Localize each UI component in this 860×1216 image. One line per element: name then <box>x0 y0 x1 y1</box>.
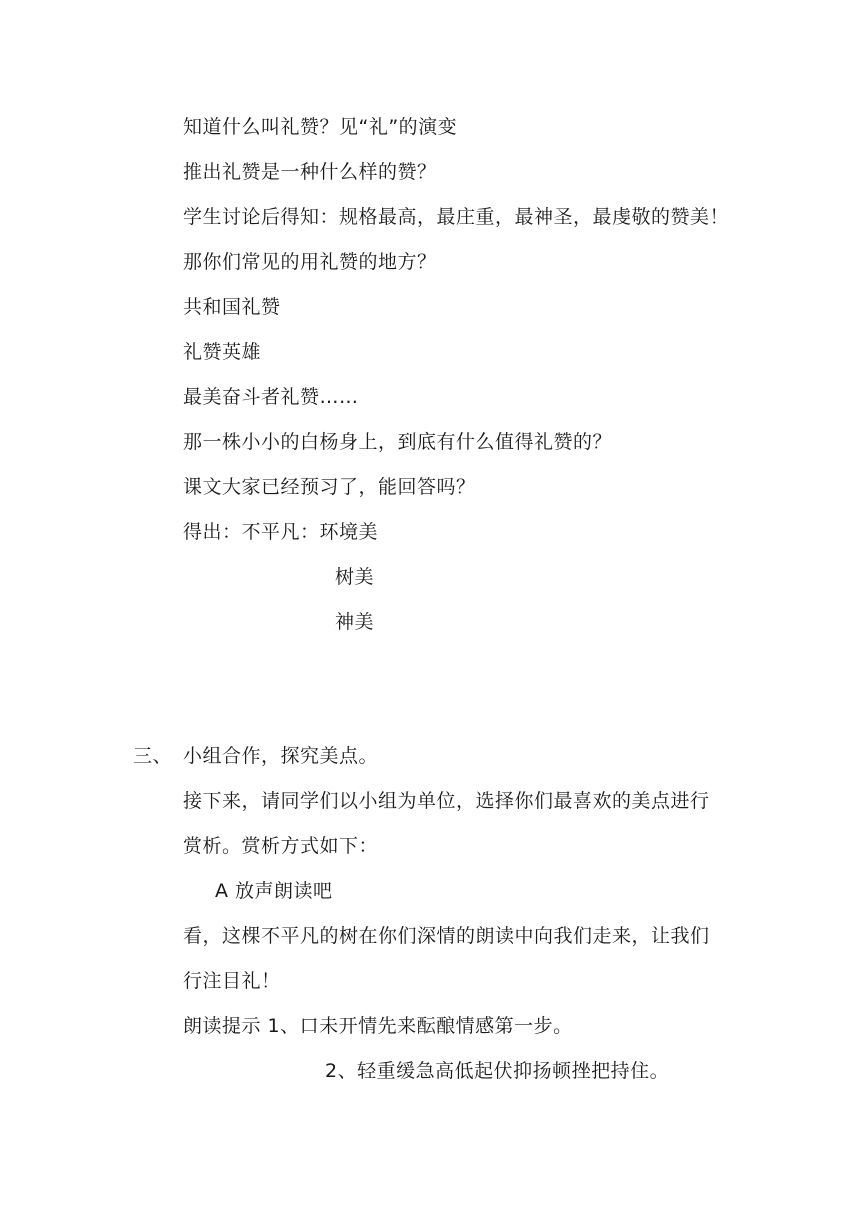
text-line: 赏析。赏析方式如下： <box>183 835 379 857</box>
text-line: 那你们常见的用礼赞的地方？ <box>183 251 437 273</box>
text-line: 学生讨论后得知：规格最高，最庄重，最神圣，最虔敬的赞美！ <box>183 206 730 228</box>
text-line: 推出礼赞是一种什么样的赞？ <box>183 161 437 183</box>
text-line: 共和国礼赞 <box>183 296 281 318</box>
text-line: 行注目礼！ <box>183 970 281 992</box>
text-line: 知道什么叫礼赞？见“礼”的演变 <box>183 116 458 138</box>
text-line: 得出：不平凡：环境美 <box>183 521 379 543</box>
text-line: 接下来，请同学们以小组为单位，选择你们最喜欢的美点进行 <box>183 790 710 812</box>
text-line: 最美奋斗者礼赞…… <box>183 386 359 408</box>
text-line: 看，这棵不平凡的树在你们深情的朗读中向我们走来，让我们 <box>183 925 710 947</box>
text-line-indented: 神美 <box>335 611 375 633</box>
list-item-label: A 放声朗读吧 <box>215 880 333 902</box>
text-line-indented: 2、轻重缓急高低起伏抑扬顿挫把持住。 <box>325 1060 670 1082</box>
text-line: 朗读提示 1、口未开情先来酝酿情感第一步。 <box>183 1015 573 1037</box>
text-line: 课文大家已经预习了，能回答吗？ <box>183 476 476 498</box>
section-heading: 小组合作，探究美点。 <box>183 745 379 767</box>
text-line-indented: 树美 <box>335 566 375 588</box>
text-line: 那一株小小的白杨身上，到底有什么值得礼赞的？ <box>183 431 613 453</box>
text-line: 礼赞英雄 <box>183 341 262 363</box>
section-number: 三、 <box>133 745 173 767</box>
